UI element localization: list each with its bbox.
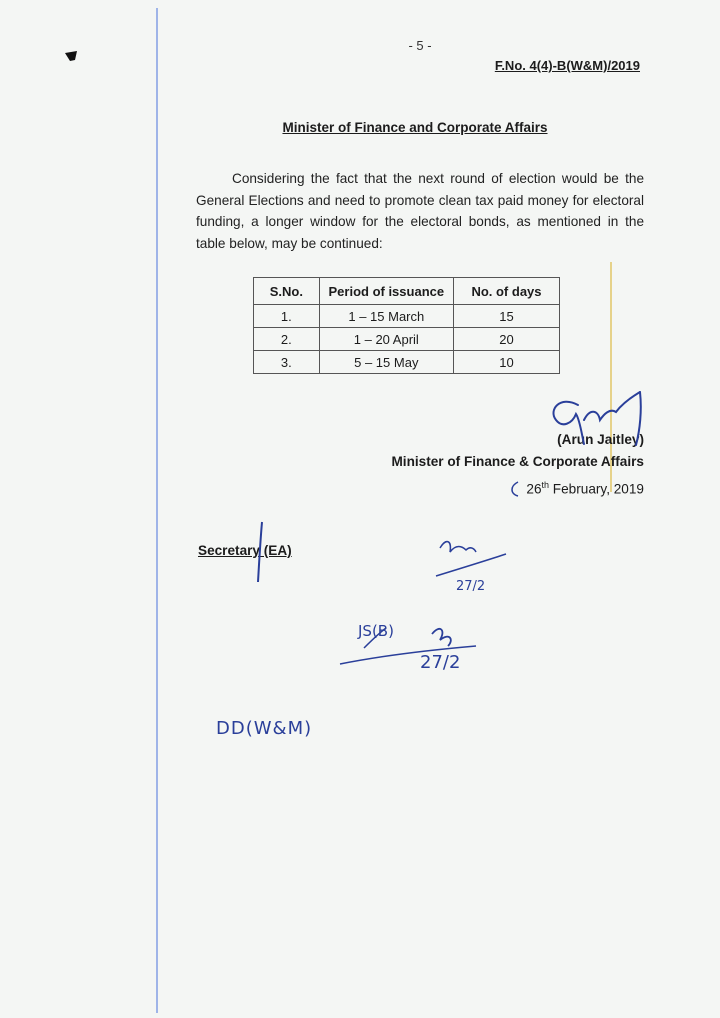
date-day: 26 bbox=[526, 481, 542, 497]
date-rest: February, 2019 bbox=[549, 481, 644, 497]
table-cell: 2. bbox=[254, 328, 320, 351]
signature-scribble bbox=[553, 392, 640, 445]
document-heading: Minister of Finance and Corporate Affairs bbox=[282, 120, 548, 135]
table-cell: 5 – 15 May bbox=[319, 351, 453, 374]
table-cell: 15 bbox=[453, 305, 559, 328]
date-mark bbox=[512, 482, 518, 496]
table-cell: 3. bbox=[254, 351, 320, 374]
endorsement-mark bbox=[258, 522, 262, 582]
signatory-title: Minister of Finance & Corporate Affairs bbox=[391, 454, 644, 469]
endorsement-secretary: Secretary (EA) bbox=[198, 543, 292, 558]
date-suffix: th bbox=[541, 480, 550, 490]
column-header: S.No. bbox=[254, 278, 320, 305]
note-2-date: 27/2 bbox=[420, 652, 461, 673]
column-header: No. of days bbox=[453, 278, 559, 305]
signatory-name: (Arun Jaitley) bbox=[557, 432, 644, 447]
handwritten-note-2 bbox=[340, 622, 476, 673]
table-cell: 20 bbox=[453, 328, 559, 351]
body-paragraph: Considering the fact that the next round of election would be the General Elections and need to promote clean tax paid money for electoral funding, a longer window for the electoral bonds, as mentioned in the table below, may be continued: bbox=[196, 171, 644, 251]
column-header: Period of issuance bbox=[319, 278, 453, 305]
table-cell: 10 bbox=[453, 351, 559, 374]
file-number: F.No. 4(4)-B(W&M)/2019 bbox=[494, 58, 640, 73]
note-2-label: JS(B) bbox=[358, 622, 394, 640]
table-cell: 1 – 20 April bbox=[319, 328, 453, 351]
handwritten-note-1 bbox=[436, 542, 506, 594]
handwritten-note-3: DD(W&M) bbox=[216, 718, 313, 739]
table-cell: 1 – 15 March bbox=[319, 305, 453, 328]
table-cell: 1. bbox=[254, 305, 320, 328]
page-number: - 5 - bbox=[408, 38, 432, 53]
note-1-date: 27/2 bbox=[456, 579, 486, 594]
